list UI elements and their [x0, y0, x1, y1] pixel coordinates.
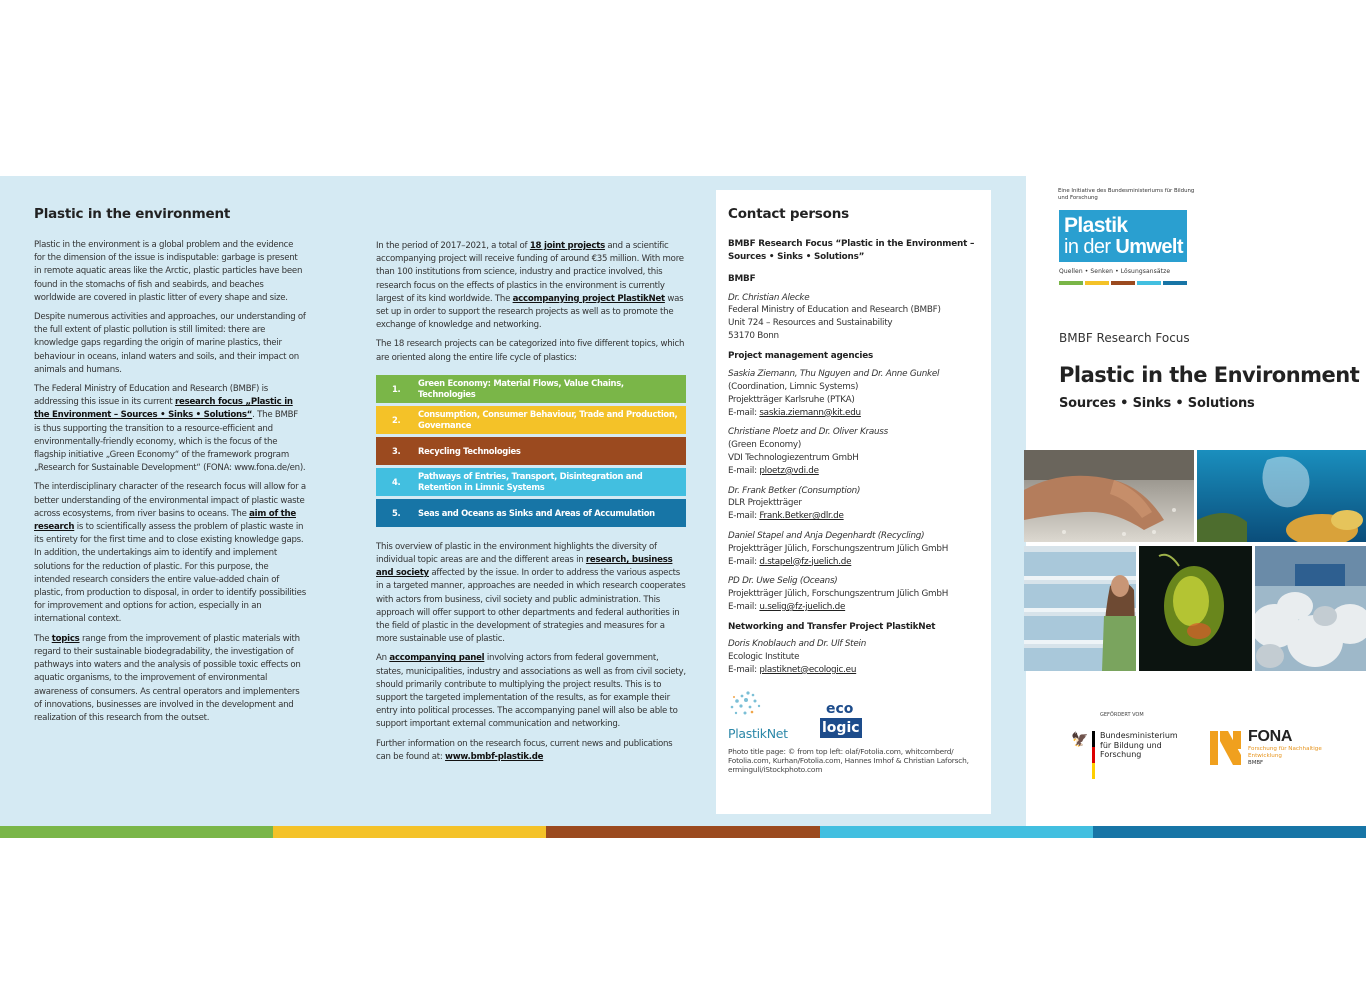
fona-subtitle: Forschung für Nachhaltige Entwicklung [1248, 746, 1322, 759]
research-focus-label: BMBF Research Focus [1059, 331, 1190, 345]
contact-network [728, 638, 980, 676]
logo-bar [1137, 281, 1161, 285]
email-prefix: E-mail: [728, 465, 760, 476]
topic-number: 1. [392, 383, 401, 394]
bmbf-heading: BMBF [728, 274, 756, 284]
paragraph [376, 240, 686, 332]
bottom-color-stripes [0, 826, 1366, 838]
contact-name: Daniel Stapel and Anja Degenhardt (Recycling) [728, 530, 925, 541]
plastiknet-dots-icon [728, 689, 766, 719]
bmbf-name: Bundesministerium für Bildung und Forschung [1100, 731, 1178, 760]
funded-by-label: GEFÖRDERT VOM [1100, 712, 1144, 718]
email-prefix: E-mail: [728, 664, 760, 675]
logo-line-2 [1064, 236, 1187, 258]
contact-agency [728, 575, 980, 613]
text: involving actors from federal government, states, municipalities, industry and associations as well as from civil society, should primarily contribute to multiplying the project results. This is to support the targeted implementation of the results, as for example their entry into political processes. The accompanying panel will also be able to support important external communication and networking. [376, 653, 686, 730]
contact-line: Projektträger Karlsruhe (PTKA) [728, 394, 855, 405]
fona-mark-icon [1210, 729, 1241, 767]
plastik-umwelt-logo [1059, 210, 1187, 262]
contact-email [728, 601, 980, 614]
contact-name: Christiane Ploetz and Dr. Oliver Krauss [728, 427, 888, 438]
photo-credit: Photo title page: © from top left: olaf/Fotolia.com, whitcomberd/ Fotolia.com, Kurhan/Fotolia.com, Hannes Imhof & Christian Laforsch, erminguli/iStockphoto.com [728, 746, 969, 775]
contact-bmbf [728, 292, 980, 343]
topic-number: 3. [392, 445, 401, 456]
fona-bmbf: BMBF [1248, 760, 1264, 766]
plastiknet-wordmark: PlastikNet [728, 725, 788, 741]
email-link[interactable]: Frank.Betker@dlr.de [759, 511, 844, 522]
topic-3 [376, 437, 686, 465]
text: is to scientifically assess the problem of plastic waste in its entirety for the first time and to close existing knowledge gaps. In addition, the undertakings aim to identify and implement solutions for the reduction of plastic. For this purpose, the intended research considers the entire value-added chain of plastic, from production to disposal, in order to identify possibilities for improvement and options for action, especially in an international context. [34, 522, 306, 625]
text: . The BMBF is thus supporting the transition to a resource-efficient and environmentally-friendly economy, which is the focus of the flagship initiative „Green Economy“ of the framework program „Research for Sustainable Development“ (FONA: www.fona.de/en). [34, 410, 306, 474]
bmbf-logo [1068, 728, 1178, 780]
stripe-brown [546, 826, 819, 838]
topic-label: Seas and Oceans as Sinks and Areas of Accumulation [418, 507, 655, 518]
contact-line: DLR Projektträger [728, 498, 802, 509]
logo-color-bars [1059, 281, 1187, 285]
text: and a scientific accompanying project will receive funding of around €35 million. With more than 100 institutions from science, industry and practice involved, this research focus on the effects of plastics in the environment is currently largest of its kind worldwide. The [376, 241, 684, 304]
stripe-green [0, 826, 273, 838]
topic-4 [376, 468, 686, 496]
paragraph [376, 541, 686, 647]
logo-bar [1163, 281, 1187, 285]
topic-number: 5. [392, 507, 401, 518]
website-link[interactable]: www.bmbf-plastik.de [445, 751, 544, 762]
flag-stripe [1092, 763, 1095, 779]
photo-microorganism [1139, 546, 1252, 671]
contact-line: (Coordination, Limnic Systems) [728, 381, 859, 392]
federal-eagle-icon: 🦅 [1071, 732, 1089, 748]
contact-email [728, 510, 980, 523]
email-link[interactable]: d.stapel@fz-juelich.de [759, 556, 852, 567]
text: An [376, 653, 390, 664]
paragraph [34, 383, 306, 475]
contact-line: Unit 724 – Resources and Sustainability [728, 318, 893, 329]
column-research-projects [376, 240, 686, 770]
contact-line: Ecologic Institute [728, 652, 800, 663]
plastiknet-logo [728, 689, 798, 741]
contact-email [728, 407, 980, 420]
text: was set up in order to support the research projects as well as to promote the exchange of knowledge and networking. [376, 293, 684, 331]
section-heading: Plastic in the environment [34, 206, 231, 222]
stripe-yellow [273, 826, 546, 838]
text: affected by the issue. In order to address the various aspects in a targeted manner, approaches are needed in which research cooperates with actors from business, civil society and public administration. This approach will offer support to other departments and federal authorities in the field of plastic in the development of strategies and measures for a more sustainable use of plastic. [376, 568, 686, 645]
topic-label: Consumption, Consumer Behaviour, Trade and Production, Governance [418, 409, 678, 430]
research-business-society-link[interactable]: research, business and society [376, 555, 673, 579]
text: Further information on the research focus, current news and publications can be found at: [376, 738, 673, 762]
paragraph [376, 738, 686, 764]
logo-tagline: Quellen • Senken • Lösungsansätze [1059, 268, 1171, 275]
text: This overview of plastic in the environment highlights the diversity of individual topic areas are and the different areas in [376, 541, 657, 566]
contact-line: 53170 Bonn [728, 330, 779, 341]
contact-line: Federal Ministry of Education and Research (BMBF) [728, 305, 941, 316]
contact-persons-panel [716, 190, 991, 814]
german-flag-icon [1092, 731, 1095, 779]
stripe-lightblue [820, 826, 1093, 838]
agencies-heading: Project management agencies [728, 350, 874, 361]
logo-bar [1059, 281, 1083, 285]
contact-name: Dr. Christian Alecke [728, 292, 810, 303]
contact-line: Projektträger Jülich, Forschungszentrum Jülich GmbH [728, 543, 949, 554]
contact-email [728, 465, 980, 478]
paragraph: Plastic in the environment is a global problem and the evidence for the dimension of the issue is indisputable: garbage is present in remote aquatic areas like the Arctic, plastic particles have been found in the stomachs of fish and seabirds, and beaches worldwide are covered in plastic litter of every shape and size. [34, 240, 303, 303]
aim-of-research-link[interactable]: aim of the research [34, 508, 296, 533]
stripe-darkblue [1093, 826, 1366, 838]
cover-subtitle: Sources • Sinks • Solutions [1059, 396, 1255, 411]
contacts-title: Contact persons [728, 206, 849, 222]
contact-agency [728, 426, 980, 477]
ecologic-logic: logic [822, 719, 860, 736]
plastiknet-link[interactable]: accompanying project PlastikNet [512, 293, 665, 304]
topic-label: Pathways of Entries, Transport, Disintegration and Retention in Limnic Systems [418, 471, 643, 492]
topic-number: 4. [392, 476, 401, 487]
photo-hand-pellets [1024, 450, 1194, 542]
fona-wordmark: FONA [1248, 728, 1293, 745]
email-link[interactable]: ploetz@vdi.de [759, 465, 819, 476]
email-link[interactable]: saskia.ziemann@kit.edu [759, 407, 861, 418]
paragraph: Despite numerous activities and approaches, our understanding of the full extent of plastic pollution is still limited: there are knowledge gaps regarding the origin of marine plastics, their behaviour in oceans, inland waters and soils, and their impact on animals and humans. [34, 312, 306, 375]
contact-line: VDI Technologiezentrum GmbH [728, 452, 859, 463]
contact-name: Doris Knoblauch and Dr. Ulf Stein [728, 639, 867, 650]
text: The [34, 633, 52, 644]
contact-agency [728, 485, 980, 523]
accompanying-panel-link[interactable]: accompanying panel [389, 653, 485, 664]
paragraph: The 18 research projects can be categorized into five different topics, which are oriented along the entire life cycle of plastics: [376, 339, 685, 363]
flag-stripe [1092, 731, 1095, 747]
brochure [0, 176, 1366, 838]
contact-email [728, 664, 980, 677]
email-prefix: E-mail: [728, 556, 760, 567]
fona-logo [1208, 728, 1328, 776]
logo-line-2a: in der [1064, 236, 1116, 258]
email-prefix: E-mail: [728, 601, 760, 612]
contact-agency [728, 530, 980, 568]
email-prefix: E-mail: [728, 407, 760, 418]
topic-label: Green Economy: Material Flows, Value Chains, Technologies [418, 378, 624, 399]
partner-logos [728, 689, 980, 741]
cover-title: Plastic in the Environment [1059, 363, 1360, 387]
email-link[interactable]: plastiknet@ecologic.eu [759, 664, 857, 675]
email-prefix: E-mail: [728, 511, 760, 522]
contact-line: (Green Economy) [728, 440, 802, 451]
initiative-note: Eine Initiative des Bundesministeriums für Bildung und Forschung [1058, 188, 1195, 201]
topic-label: Recycling Technologies [418, 445, 521, 456]
column-plastic-in-environment [34, 206, 306, 731]
topics-link[interactable]: topics [51, 633, 80, 644]
ecologic-eco: eco [826, 700, 854, 717]
photo-bottle-shelf [1024, 546, 1136, 671]
topic-2 [376, 406, 686, 434]
text: The Federal Ministry of Education and Research (BMBF) is addressing this issue in its current [34, 384, 269, 408]
contact-email [728, 556, 980, 569]
topic-number: 2. [392, 414, 401, 425]
ecologic-logo [820, 701, 864, 741]
photo-waste-sacks [1255, 546, 1366, 671]
contact-name: Dr. Frank Betker (Consumption) [728, 485, 861, 496]
contact-name: PD Dr. Uwe Selig (Oceans) [728, 576, 838, 587]
contact-agency [728, 368, 980, 419]
network-heading: Networking and Transfer Project PlastikNet [728, 621, 936, 632]
topics-list [376, 375, 686, 527]
research-focus-link[interactable]: research focus „Plastic in the Environment – Sources • Sinks • Solutions“ [34, 397, 293, 421]
joint-projects-link[interactable]: 18 joint projects [529, 241, 605, 251]
contact-line: Projektträger Jülich, Forschungszentrum Jülich GmbH [728, 589, 949, 600]
topic-5 [376, 499, 686, 527]
focus-heading: BMBF Research Focus “Plastic in the Environment – Sources • Sinks • Solutions” [728, 239, 975, 262]
contact-name: Saskia Ziemann, Thu Nguyen and Dr. Anne Gunkel [728, 369, 940, 380]
topic-1 [376, 375, 686, 403]
text: The interdisciplinary character of the research focus will allow for a better understanding of the environmental impact of plastic waste across ecosystems, from river basins to oceans. The [34, 482, 306, 519]
logo-bar [1111, 281, 1135, 285]
photo-plastic-bag-underwater [1197, 450, 1366, 542]
email-link[interactable]: u.selig@fz-juelich.de [759, 601, 846, 612]
logo-line-1: Plastik [1064, 214, 1128, 237]
text: range from the improvement of plastic materials with regard to their sustainable biodegradability, the investigation of pathways into waters and the analysis of possible toxic effects on aquatic organisms, to the improvement of environmental awareness of consumers. As central operators and implementers of innovations, businesses are involved in the development and realization of this research from the outset. [34, 633, 301, 723]
paragraph [34, 633, 306, 725]
flag-stripe [1092, 747, 1095, 763]
paragraph [376, 652, 686, 731]
logo-line-2b: Umwelt [1115, 236, 1183, 258]
text: In the period of 2017–2021, a total of [376, 241, 530, 251]
logo-bar [1085, 281, 1109, 285]
paragraph [34, 481, 306, 626]
